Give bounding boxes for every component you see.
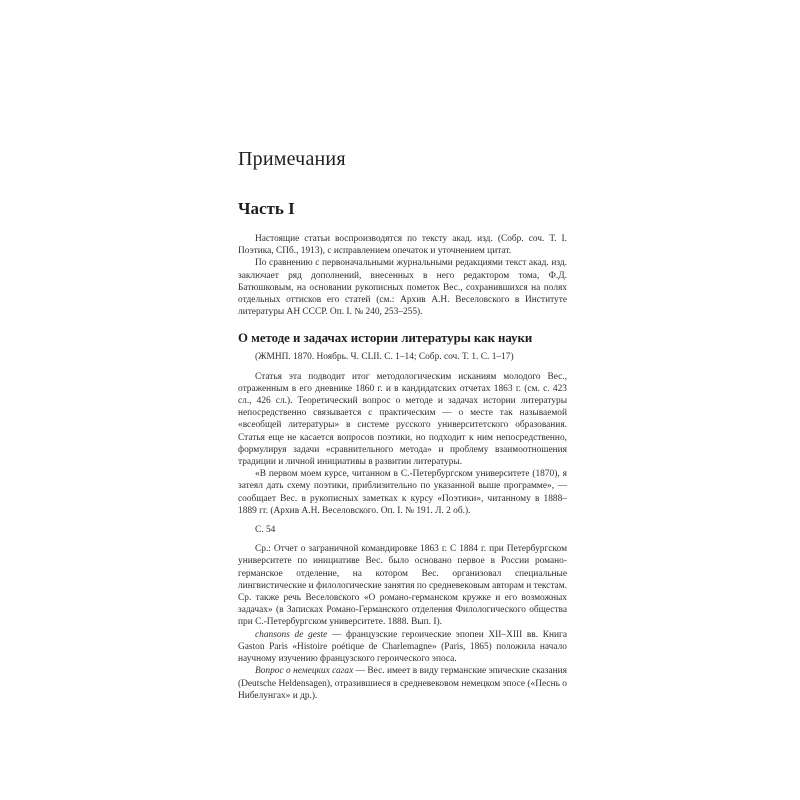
note-text: — Вес. имеет в виду германские эпические сказания (Deutsche Heldensagen), отразившиеся в средневековом немецком эпосе («Песнь о Нибелунгах» и др.). <box>238 666 567 701</box>
page-title: Примечания <box>238 148 346 170</box>
note-term: Вопрос о немецких сагах <box>255 666 354 677</box>
page-content <box>238 146 567 702</box>
intro-paragraph-2: По сравнению с первоначальными журнальными редакциями текст акад. изд. заключает ряд дополнений, внесенных в него редактором тома, Ф.Д. Батюшковым, на основании рукописных пометок Вес., сохранившихся на полях отдельных оттисков его статей (см.: Архив А.Н. Веселовского в Институте литературы АН СССР. Оп. I. № 240, 253–255). <box>238 258 567 318</box>
page-reference: С. 54 <box>255 525 276 536</box>
section-source: (ЖМНП. 1870. Ноябрь. Ч. CLII. С. 1–14; Собр. соч. Т. 1. С. 1–17) <box>255 352 514 363</box>
note-paragraph-3 <box>238 665 567 702</box>
part-heading: Часть I <box>238 199 295 218</box>
intro-paragraph-1: Настоящие статьи воспроизводятся по тексту акад. изд. (Собр. соч. Т. I. Поэтика, СПб., 1913), с исправлением опечаток и уточнением цитат. <box>238 234 567 257</box>
note-text: — французские героические эпопеи XII–XIII вв. Книга Gaston Paris «Histoire poétique de Charlemagne» (Paris, 1865) положила начало научному изучению французского героического эпоса. <box>238 629 567 665</box>
note-paragraph-1: Ср.: Отчет о заграничной командировке 1863 г. С 1884 г. при Петербургском университете по инициативе Вес. было основано первое в России романо-германское отделение, на котором Вес. организовал специальные лингвистические и филологические занятия по средневековым авторам и текстам. Ср. также речь Веселовского «О романо-германском кружке и его возможных задачах» (в Записках Романо-Германского отделения Филологического общества при С.-Петербургском университете. 1888. Вып. I). <box>238 544 567 628</box>
section-heading: О методе и задачах истории литературы как науки <box>238 331 533 346</box>
section-paragraph-1: Статья эта подводит итог методологическим исканиям молодого Вес., отраженным в его дневнике 1860 г. и в кандидатских отчетах 1863 г. (см. с. 423 сл., 426 сл.). Теоретический вопрос о методе и задачах истории литературы непосредственно связывается с практическим — о месте так называемой «всеобщей литературы» в системе русского университетского образования. Статья еще не касается вопросов поэтики, но подходит к ним непосредственно, формулируя задачи «сравнительного метода» и проблему взаимоотношения традиции и личной инициативы в развитии литературы. <box>238 371 567 468</box>
section-paragraph-2: «В первом моем курсе, читанном в С.-Петербургском университете (1870), я затеял дать схему поэтики, приблизительно по указанной выше программе», — сообщает Вес. в рукописных заметках к курсу «Поэтики», читанному в 1888–1889 гг. (Архив А.Н. Веселовского. Оп. I. № 191. Л. 2 об.). <box>238 469 567 516</box>
note-paragraph-2 <box>238 629 567 666</box>
note-term: chansons de geste <box>255 629 328 640</box>
